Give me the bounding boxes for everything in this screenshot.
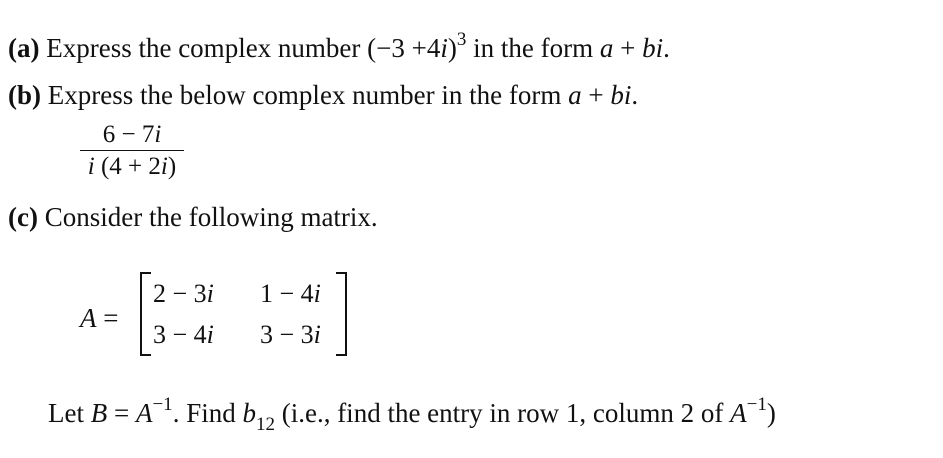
var-bi: bi [610,80,632,110]
part-b-text: Express the below complex number in the form [47,80,569,110]
part-c-label: (c) [8,202,38,232]
matrix-cell-2-2 [260,322,321,348]
cell-text: 3 − 3 [260,320,314,349]
part-c-text: Consider the following matrix. [44,202,378,232]
var-a: a [568,80,582,110]
plus-sign: + [613,33,643,63]
var-bi: bi [642,33,664,63]
part-a-text: Express the complex number (−3 +4 [46,33,441,63]
fraction-denominator [78,151,186,181]
part-a-text-after: in the form [466,33,600,63]
fraction [78,120,186,181]
imaginary-unit: i [206,320,214,349]
cell-text: 2 − 3 [153,279,207,308]
part-b-label: (b) [8,80,41,110]
imaginary-unit: i [206,279,214,308]
let-text: Let [48,398,91,428]
imaginary-unit: i [87,153,95,180]
matrix-left-bracket [140,272,151,356]
period: . [663,33,670,63]
imaginary-unit: i [154,121,162,148]
denominator-text: (4 + 2 [94,153,161,180]
part-a-line [8,29,670,63]
exponent: 3 [456,29,467,50]
fraction-numerator [78,120,186,150]
var-a-matrix: A [730,398,747,428]
find-text: . Find [172,398,243,428]
var-a-matrix: A [135,398,153,428]
period: . [631,80,639,110]
cell-text: 3 − 4 [153,320,207,349]
close-paren: ) [167,153,177,180]
part-b-line [8,82,638,109]
numerator-text: 6 − 7 [102,121,155,148]
cell-text: 1 − 4 [260,279,314,308]
imaginary-unit: i [160,153,168,180]
matrix-cell-1-1 [153,281,214,307]
inverse-exponent: −1 [746,394,767,415]
equals-sign: = [96,303,119,333]
part-c-line [8,204,378,231]
paren-text: (i.e., find the entry in row 1, column 2 of [274,398,731,428]
matrix-cell-2-1 [153,322,214,348]
equals-sign: = [107,398,136,428]
entry-subscript: 12 [255,414,275,435]
let-line [48,394,776,435]
inverse-exponent: −1 [152,394,173,415]
imaginary-unit: i [313,279,321,308]
close-paren: ) [447,33,457,63]
plus-sign: + [581,80,611,110]
var-b-entry: b [242,398,256,428]
var-a: a [599,33,614,63]
matrix-cell-1-2 [260,281,321,307]
part-a-label: (a) [8,33,40,63]
imaginary-unit: i [440,33,448,63]
matrix-right-bracket [336,272,347,356]
close-paren: ) [766,398,776,428]
matrix-name [80,303,118,334]
imaginary-unit: i [313,320,321,349]
var-b-matrix: B [90,398,108,428]
matrix-symbol: A [80,303,97,333]
